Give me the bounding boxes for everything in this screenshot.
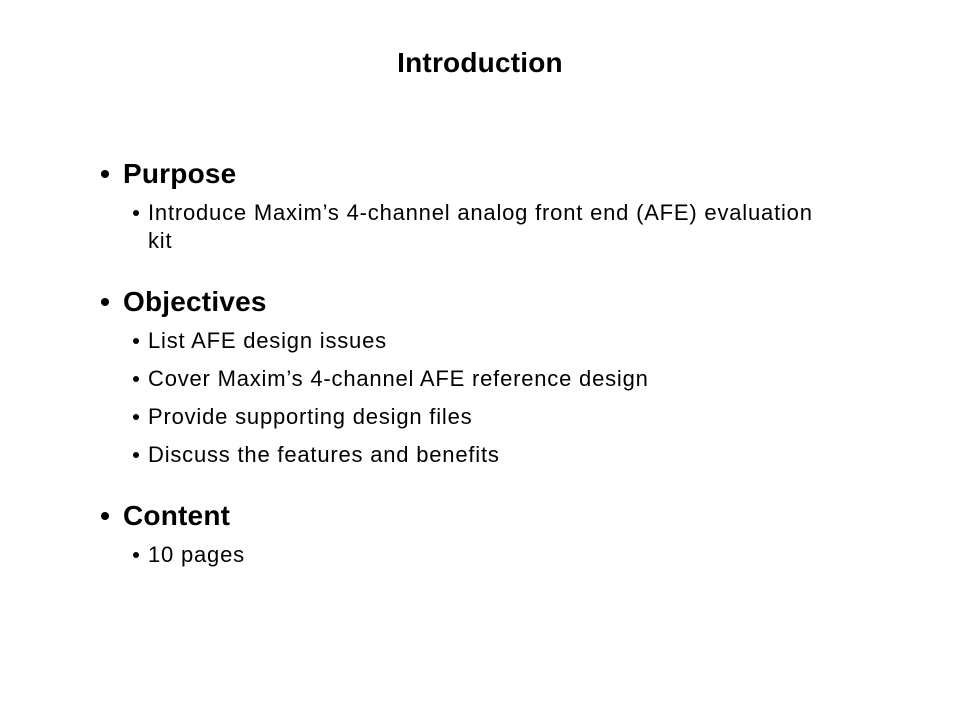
section-content bbox=[0, 498, 960, 579]
bullet-heading-row bbox=[0, 284, 960, 320]
bullet-item-text: Introduce Maxim’s 4-channel analog front end (AFE) evaluation kit bbox=[148, 200, 813, 253]
bullet-item-row bbox=[0, 327, 960, 355]
bullet-item-row bbox=[0, 403, 960, 431]
level1-bullet-icon bbox=[101, 170, 109, 178]
bullet-item-text: 10 pages bbox=[148, 542, 245, 567]
bullet-item-row bbox=[0, 441, 960, 469]
level2-bullet-icon bbox=[133, 338, 139, 344]
bullet-item-text: Discuss the features and benefits bbox=[148, 442, 500, 467]
level2-bullet-icon bbox=[133, 552, 139, 558]
section-purpose bbox=[0, 156, 960, 265]
level1-bullet-icon bbox=[101, 512, 109, 520]
bullet-item-text: Cover Maxim’s 4-channel AFE reference design bbox=[148, 366, 649, 391]
level2-bullet-icon bbox=[133, 414, 139, 420]
bullet-item-text: Provide supporting design files bbox=[148, 404, 473, 429]
bullet-heading-row bbox=[0, 498, 960, 534]
bullet-item-row bbox=[0, 199, 960, 255]
section-heading: Purpose bbox=[123, 158, 237, 189]
level2-bullet-icon bbox=[133, 452, 139, 458]
slide-title: Introduction bbox=[397, 47, 563, 78]
level2-bullet-icon bbox=[133, 210, 139, 216]
bullet-item-row bbox=[0, 365, 960, 393]
section-heading: Objectives bbox=[123, 286, 267, 317]
bullet-item-text: List AFE design issues bbox=[148, 328, 387, 353]
bullet-item-row bbox=[0, 541, 960, 569]
bullet-heading-row bbox=[0, 156, 960, 192]
level2-bullet-icon bbox=[133, 376, 139, 382]
section-heading: Content bbox=[123, 500, 231, 531]
section-objectives bbox=[0, 284, 960, 479]
slide-body bbox=[0, 156, 960, 598]
level1-bullet-icon bbox=[101, 298, 109, 306]
